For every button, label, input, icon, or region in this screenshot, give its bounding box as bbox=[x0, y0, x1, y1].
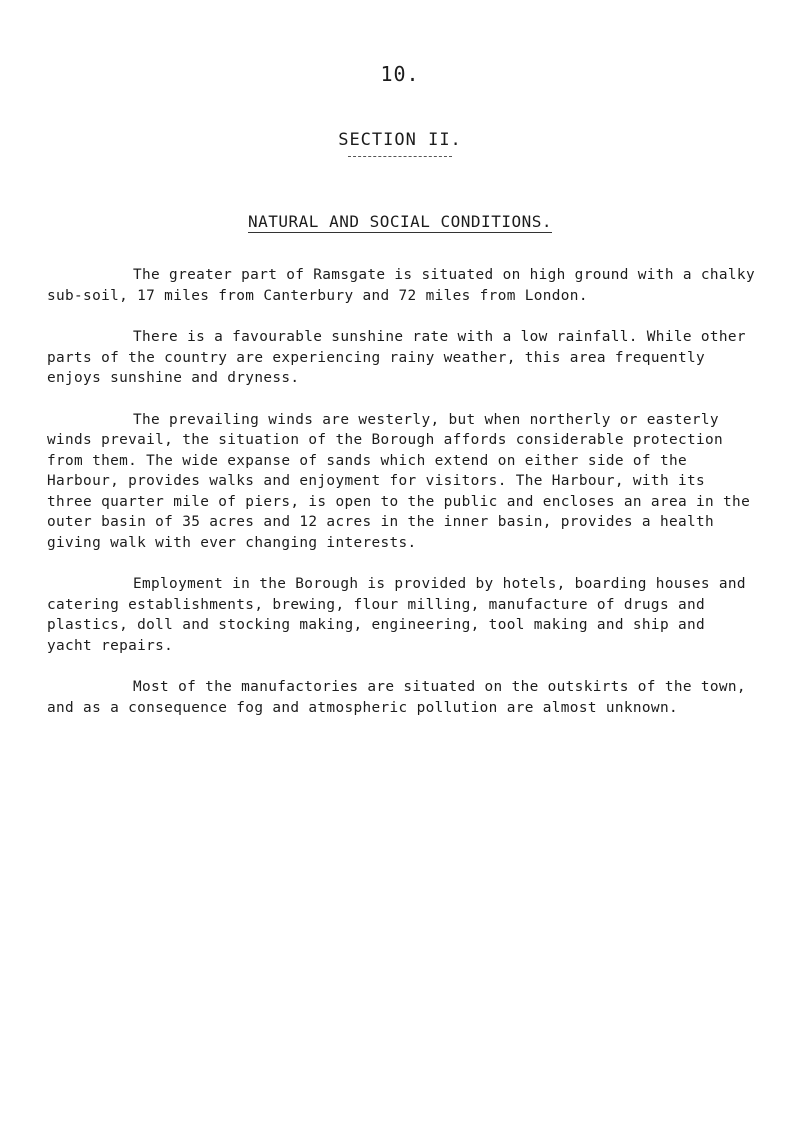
paragraph-manufactories: Most of the manufactories are situated on the outskirts of the town, and as a consequence fog and atmospheric pollution are almost unknown. bbox=[47, 679, 746, 716]
paragraph-climate: There is a favourable sunshine rate with a low rainfall. While other parts of the country are experiencing rainy weather, this area frequently enjoys sunshine and dryness. bbox=[47, 329, 746, 386]
section-heading-rule bbox=[348, 156, 452, 157]
body-text bbox=[47, 265, 759, 739]
page-number: 10. bbox=[380, 62, 420, 86]
paragraph-employment: Employment in the Borough is provided by hotels, boarding houses and catering establishments, brewing, flour milling, manufacture of drugs and plastics, doll and stocking making, engineering, tool making and ship and yacht repairs. bbox=[47, 576, 746, 654]
section-heading: SECTION II. bbox=[338, 130, 462, 150]
paragraph-location: The greater part of Ramsgate is situated on high ground with a chalky sub-soil, 17 miles from Canterbury and 72 miles from London. bbox=[47, 267, 755, 304]
subject-heading-text: NATURAL AND SOCIAL CONDITIONS. bbox=[248, 212, 552, 231]
paragraph-winds-harbour: The prevailing winds are westerly, but when northerly or easterly winds prevail, the situation of the Borough affords considerable protection from them. The wide expanse of sands which extend on either side of the Harbour, provides walks and enjoyment for visitors. The Harbour, with its three quarter mile of piers, is open to the public and encloses an area in the outer basin of 35 acres and 12 acres in the inner basin, provides a health giving walk with ever changing interests. bbox=[47, 411, 751, 551]
subject-heading bbox=[0, 212, 800, 231]
